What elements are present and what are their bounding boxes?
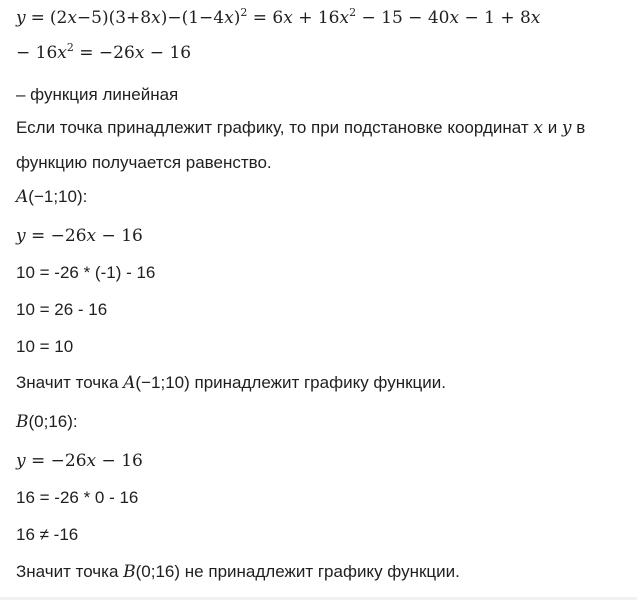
var-x: x [67,8,77,28]
eq1-part-c: )−(1−4 [160,8,225,28]
func-rest-a: = −26 [25,226,87,246]
conclusion-prefix: Значит точка [16,373,119,392]
var-x: x [533,118,543,138]
point-a-label: A [123,373,136,393]
eq1-part-g: − 15 − 40 [356,8,450,28]
var-x: x [283,8,293,28]
calc-a-line-3: 10 = 10 [16,337,74,356]
function-line-a [16,225,143,247]
var-x: x [86,451,97,471]
exponent: 2 [66,41,74,54]
func-rest-a: = −26 [25,451,87,471]
var-x: x [86,226,97,246]
point-b-label: B [16,412,29,432]
conclusion-suffix: не принадлежит графику функции. [184,562,460,581]
rule-in: в [576,118,586,137]
rule-text-line-2: функцию получается равенство. [16,153,272,172]
eq1-part-f: + 16 [292,8,340,28]
calc-a-line-1: 10 = -26 * (-1) - 16 [16,263,156,282]
point-a-coords: (−1;10) [135,373,190,392]
var-x: x [57,43,67,63]
var-x: x [151,8,161,28]
point-b-coords: (0;16) [135,562,181,581]
conclusion-a [16,372,446,394]
rule-text: Если точка принадлежит графику, то при подстановке координат [16,118,529,137]
point-a-heading [16,186,87,208]
var-x: x [449,8,460,28]
point-b-heading [16,411,78,433]
eq2-part-a: − 16 [16,43,58,63]
eq1-part-a: (2 [49,8,68,28]
eq1-part-e: = 6 [247,8,284,28]
func-rest-b: − 16 [96,226,143,246]
eq2-part-c: − 16 [144,43,192,63]
equation-result-line [16,42,191,64]
var-y: y [16,8,26,28]
var-x: x [530,8,541,28]
var-x: x [339,8,350,28]
point-a-coords: (−1;10): [28,187,88,206]
rule-and: и [547,118,558,137]
eq1-part-d: ) [233,8,241,28]
eq1-part-b: −5)(3+8 [76,8,152,28]
point-a-label: A [16,187,29,207]
exponent: 2 [349,6,357,19]
eq1-part-h: − 1 + 8 [459,8,531,28]
var-y: y [16,226,26,246]
conclusion-prefix: Значит точка [16,562,119,581]
var-x: x [224,8,234,28]
calc-b-line-2: 16 ≠ -16 [16,525,79,544]
exponent: 2 [240,6,248,19]
point-b-label: B [123,562,136,582]
rule-text-line-1 [16,117,585,139]
conclusion-b [16,561,460,583]
var-x: x [134,43,145,63]
var-y: y [16,451,26,471]
var-y: y [561,118,572,138]
conclusion-suffix: принадлежит графику функции. [194,373,446,392]
equation-expand-line [16,7,540,29]
func-rest-b: − 16 [96,451,143,471]
function-line-b [16,450,143,472]
linear-function-note: – функция линейная [16,85,179,104]
point-b-coords: (0;16): [28,412,78,431]
eq2-part-b: = −26 [73,43,135,63]
calc-b-line-1: 16 = -26 * 0 - 16 [16,488,139,507]
eq-sign: = [30,8,45,28]
calc-a-line-2: 10 = 26 - 16 [16,300,108,319]
